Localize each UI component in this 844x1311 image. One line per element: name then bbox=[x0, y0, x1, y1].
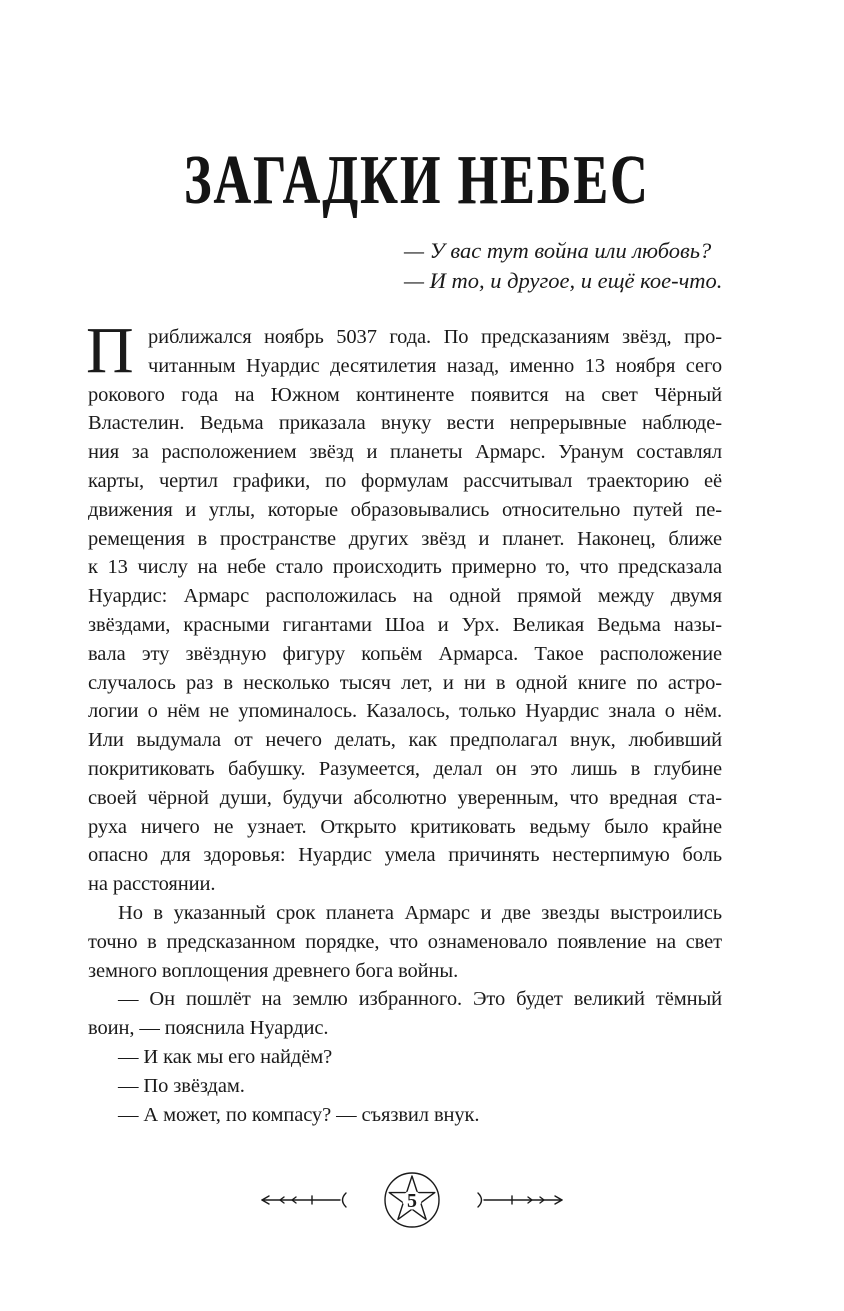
text-line: земного воплощения древнего бога войны. bbox=[88, 959, 459, 982]
text-line: Властелин. Ведьма приказала внуку вести непрерывные наблюде- bbox=[88, 412, 722, 435]
epigraph-line: — И то, и другое, и ещё кое-что. bbox=[404, 268, 723, 293]
arrow-left-ornament-icon bbox=[262, 1193, 346, 1207]
arrow-right-ornament-icon bbox=[478, 1193, 562, 1207]
paragraph bbox=[88, 899, 722, 985]
star-in-circle-icon bbox=[385, 1173, 439, 1227]
text-line: ремещения в пространстве других звёзд и планет. Наконец, ближе bbox=[88, 527, 722, 550]
page-number: 5 bbox=[407, 1190, 417, 1212]
chapter-body bbox=[88, 323, 722, 1129]
text-line: Но в указанный срок планета Армарс и две звезды выстроились bbox=[118, 901, 722, 924]
chapter-title bbox=[0, 142, 834, 219]
text-line: случалось раз в несколько тысяч лет, и ни в одной книге по астро- bbox=[88, 671, 722, 694]
text-line: карты, чертил графики, по формулам рассчитывал траекторию её bbox=[88, 469, 722, 492]
text-line: риближался ноябрь 5037 года. По предсказаниям звёзд, про- bbox=[148, 326, 722, 348]
text-line: логии о нём не упоминалось. Казалось, только Нуардис знала о нём. bbox=[88, 700, 722, 723]
text-line: движения и углы, которые образовывались относительно путей пе- bbox=[88, 498, 722, 521]
text-line: руха ничего не узнает. Открыто критиковать ведьму было крайне bbox=[88, 815, 722, 838]
text-line: Нуардис: Армарс расположилась на одной прямой между двумя bbox=[88, 585, 722, 608]
text-line: — По звёздам. bbox=[118, 1074, 245, 1097]
text-line: — И как мы его найдём? bbox=[118, 1045, 333, 1068]
paragraph bbox=[88, 1072, 722, 1101]
text-line: рокового года на Южном континенте появится на свет Чёрный bbox=[88, 383, 722, 406]
text-line: вала эту звёздную фигуру копьём Армарса. Такое расположение bbox=[88, 642, 722, 665]
epigraph bbox=[404, 236, 722, 296]
text-line: к 13 числу на небе стало происходить примерно то, что предсказала bbox=[88, 556, 722, 579]
text-line: на расстоянии. bbox=[88, 873, 216, 896]
text-line: воин, — пояснила Нуардис. bbox=[88, 1017, 329, 1040]
paragraph bbox=[88, 1043, 722, 1072]
page-ornament bbox=[230, 1160, 600, 1240]
drop-cap: П bbox=[86, 314, 134, 387]
epigraph-line: — У вас тут война или любовь? bbox=[404, 238, 712, 263]
text-line: — А может, по компасу? — съязвил внук. bbox=[118, 1103, 480, 1126]
chapter-title-text: ЗАГАДКИ НЕБЕС bbox=[184, 142, 650, 219]
text-line: опасно для здоровья: Нуардис умела причинять нестерпимую боль bbox=[88, 844, 722, 867]
text-line: своей чёрной души, будучи абсолютно уверенным, что вредная ста- bbox=[88, 786, 722, 809]
paragraph bbox=[88, 985, 722, 1043]
paragraph bbox=[88, 1101, 722, 1130]
text-line: ния за расположением звёзд и планеты Армарс. Уранум составлял bbox=[88, 441, 722, 464]
text-line: — Он пошлёт на землю избранного. Это будет великий тёмный bbox=[118, 988, 722, 1011]
paragraph bbox=[88, 323, 722, 899]
text-line: читанным Нуардис десятилетия назад, именно 13 ноября сего bbox=[148, 354, 722, 377]
text-line: Или выдумала от нечего делать, как предполагал внук, любивший bbox=[88, 729, 722, 752]
text-line: точно в предсказанном порядке, что ознаменовало появление на свет bbox=[88, 930, 722, 953]
text-line: звёздами, красными гигантами Шоа и Урх. Великая Ведьма назы- bbox=[88, 613, 722, 636]
text-line: покритиковать бабушку. Разумеется, делал он это лишь в глубине bbox=[88, 757, 722, 780]
